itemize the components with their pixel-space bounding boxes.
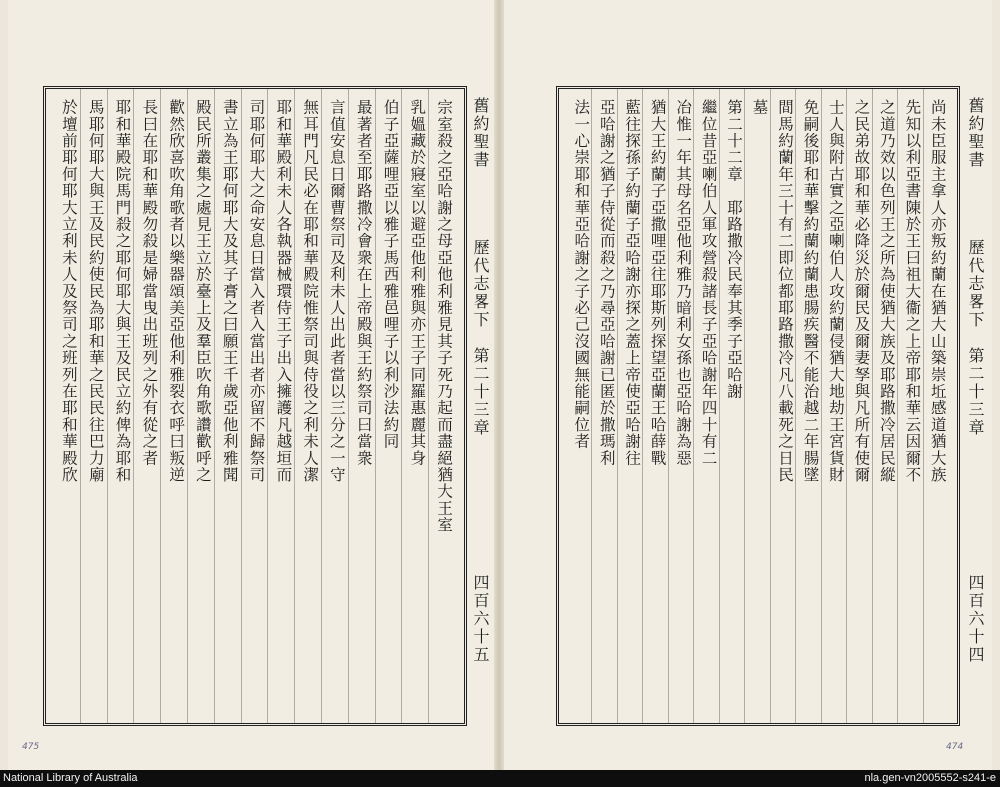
text-column: 馬耶何耶大與王及民約使民為耶和華之民民往巴力廟: [86, 99, 105, 484]
column-rule: [428, 89, 429, 723]
text-column: 書立為王耶何耶大及其子膏之曰願王千歲亞他利雅聞: [220, 99, 239, 484]
left-text-frame: [43, 86, 490, 726]
text-column: 士人與附古實之亞喇伯人攻約蘭侵猶大地劫王宮貨財: [826, 99, 845, 484]
column-rule: [668, 89, 669, 723]
right-text-frame: [556, 86, 985, 726]
text-column: 猶大王約蘭子亞撒哩亞往耶斯列探望亞蘭王哈薛戰: [648, 99, 667, 467]
book-gutter: [494, 0, 504, 770]
text-column: 耶和華殿院馬門殺之耶何耶大與王及民立約俾為耶和: [113, 99, 132, 484]
column-rule: [187, 89, 188, 723]
text-column: 先知以利亞書陳於王曰祖大衞之上帝耶和華云因爾不: [903, 99, 922, 484]
column-rule: [401, 89, 402, 723]
text-column: 藍往探孫子約蘭子亞哈謝亦探之蓋上帝使亞哈謝往: [623, 99, 642, 467]
column-rule: [846, 89, 847, 723]
text-column: 尚未臣服主拿人亦叛約蘭在猶大山築崇坵感道猶大族: [928, 99, 947, 484]
column-rule: [214, 89, 215, 723]
text-column: 乳媼藏於寢室以避亞他利雅與亦王子同羅惠麗其身: [408, 99, 427, 467]
footer-record-id: nla.gen-vn2005552-s241-e: [864, 772, 996, 784]
column-rule: [821, 89, 822, 723]
right-pencil-mark: 474: [946, 742, 964, 752]
column-rule: [923, 89, 924, 723]
column-rule: [133, 89, 134, 723]
text-column: 墓: [750, 99, 769, 116]
column-rule: [241, 89, 242, 723]
right-page-title: 舊約聖書: [966, 97, 985, 169]
text-column: 宗室殺之亞哈謝之母亞他利雅見其子死乃起而盡絕猶大王室: [435, 99, 454, 534]
text-column: 耶和華殿利未人各執器械環侍王子出入擁護凡越垣而: [274, 99, 293, 484]
text-column: 繼位昔亞喇伯人軍攻營殺諸長子亞哈謝年四十有二: [699, 99, 718, 467]
column-rule: [348, 89, 349, 723]
column-rule: [795, 89, 796, 723]
column-rule: [160, 89, 161, 723]
left-page-title: 舊約聖書: [471, 97, 490, 169]
column-rule: [897, 89, 898, 723]
text-column: 亞哈謝之猶子侍從而殺之乃尋亞哈謝已匿於撒瑪利: [597, 99, 616, 467]
column-rule: [770, 89, 771, 723]
right-page-number: 四百六十四: [966, 574, 985, 664]
column-rule: [693, 89, 694, 723]
column-rule: [80, 89, 81, 723]
text-column: 第二十二章 耶路撒冷民奉其季子亞哈謝: [725, 99, 744, 400]
text-column: 司耶何耶大之命安息日當入者入當出者亦留不歸祭司: [247, 99, 266, 484]
footer-institution: National Library of Australia: [3, 772, 138, 784]
text-column: 免嗣後耶和華擊約蘭約蘭患腸疾醫不能治越二年腸墜: [801, 99, 820, 484]
text-column: 言值安息日爾曹祭司及利未人出此者當以三分之一守: [327, 99, 346, 484]
column-rule: [872, 89, 873, 723]
right-page: [498, 0, 992, 770]
left-page: [8, 0, 498, 770]
text-column: 之道乃效以色列王之所為使猶大族及耶路撒冷居民縱: [877, 99, 896, 484]
column-rule: [107, 89, 108, 723]
text-column: 歡然欣喜吹角歌者以樂器頌美亞他利雅裂衣呼曰叛逆: [167, 99, 186, 484]
text-column: 長曰在耶和華殿勿殺是婦當曳出班列之外有從之者: [140, 99, 159, 467]
text-column: 法一心崇耶和華亞哈謝之子必己沒國無能嗣位者: [572, 99, 591, 450]
left-page-chapter: 歷代志畧下 第二十三章: [471, 239, 490, 437]
text-column: 殿民所叢集之處見王立於臺上及羣臣吹角歌讚歡呼之: [193, 99, 212, 484]
column-rule: [591, 89, 592, 723]
text-column: 之民弟故耶和華必降災於爾民及爾妻孥與凡所有使爾: [852, 99, 871, 484]
right-page-chapter: 歷代志畧下 第二十三章: [966, 239, 985, 437]
column-rule: [744, 89, 745, 723]
column-rule: [719, 89, 720, 723]
left-pencil-mark: 475: [22, 742, 40, 752]
text-column: 伯子亞薩哩亞以雅子馬西雅邑哩子以利沙法約同: [381, 99, 400, 450]
text-column: 最著者至耶路撒冷會衆在上帝殿與王約祭司曰當衆: [354, 99, 373, 467]
column-rule: [294, 89, 295, 723]
text-column: 無耳門凡民必在耶和華殿院惟祭司與侍役之利未人潔: [301, 99, 320, 484]
text-column: 間馬約蘭年三十有二即位都耶路撒冷凡八載死之日民: [775, 99, 794, 484]
column-rule: [617, 89, 618, 723]
text-column: 冶惟一年其母名亞他利雅乃暗利女孫也亞哈謝為惡: [674, 99, 693, 467]
column-rule: [375, 89, 376, 723]
column-rule: [321, 89, 322, 723]
left-page-number: 四百六十五: [471, 574, 490, 664]
text-column: 於壇前耶何耶大立利未人及祭司之班列在耶和華殿欣: [59, 99, 78, 484]
column-rule: [642, 89, 643, 723]
column-rule: [267, 89, 268, 723]
library-footer: [0, 770, 1000, 787]
